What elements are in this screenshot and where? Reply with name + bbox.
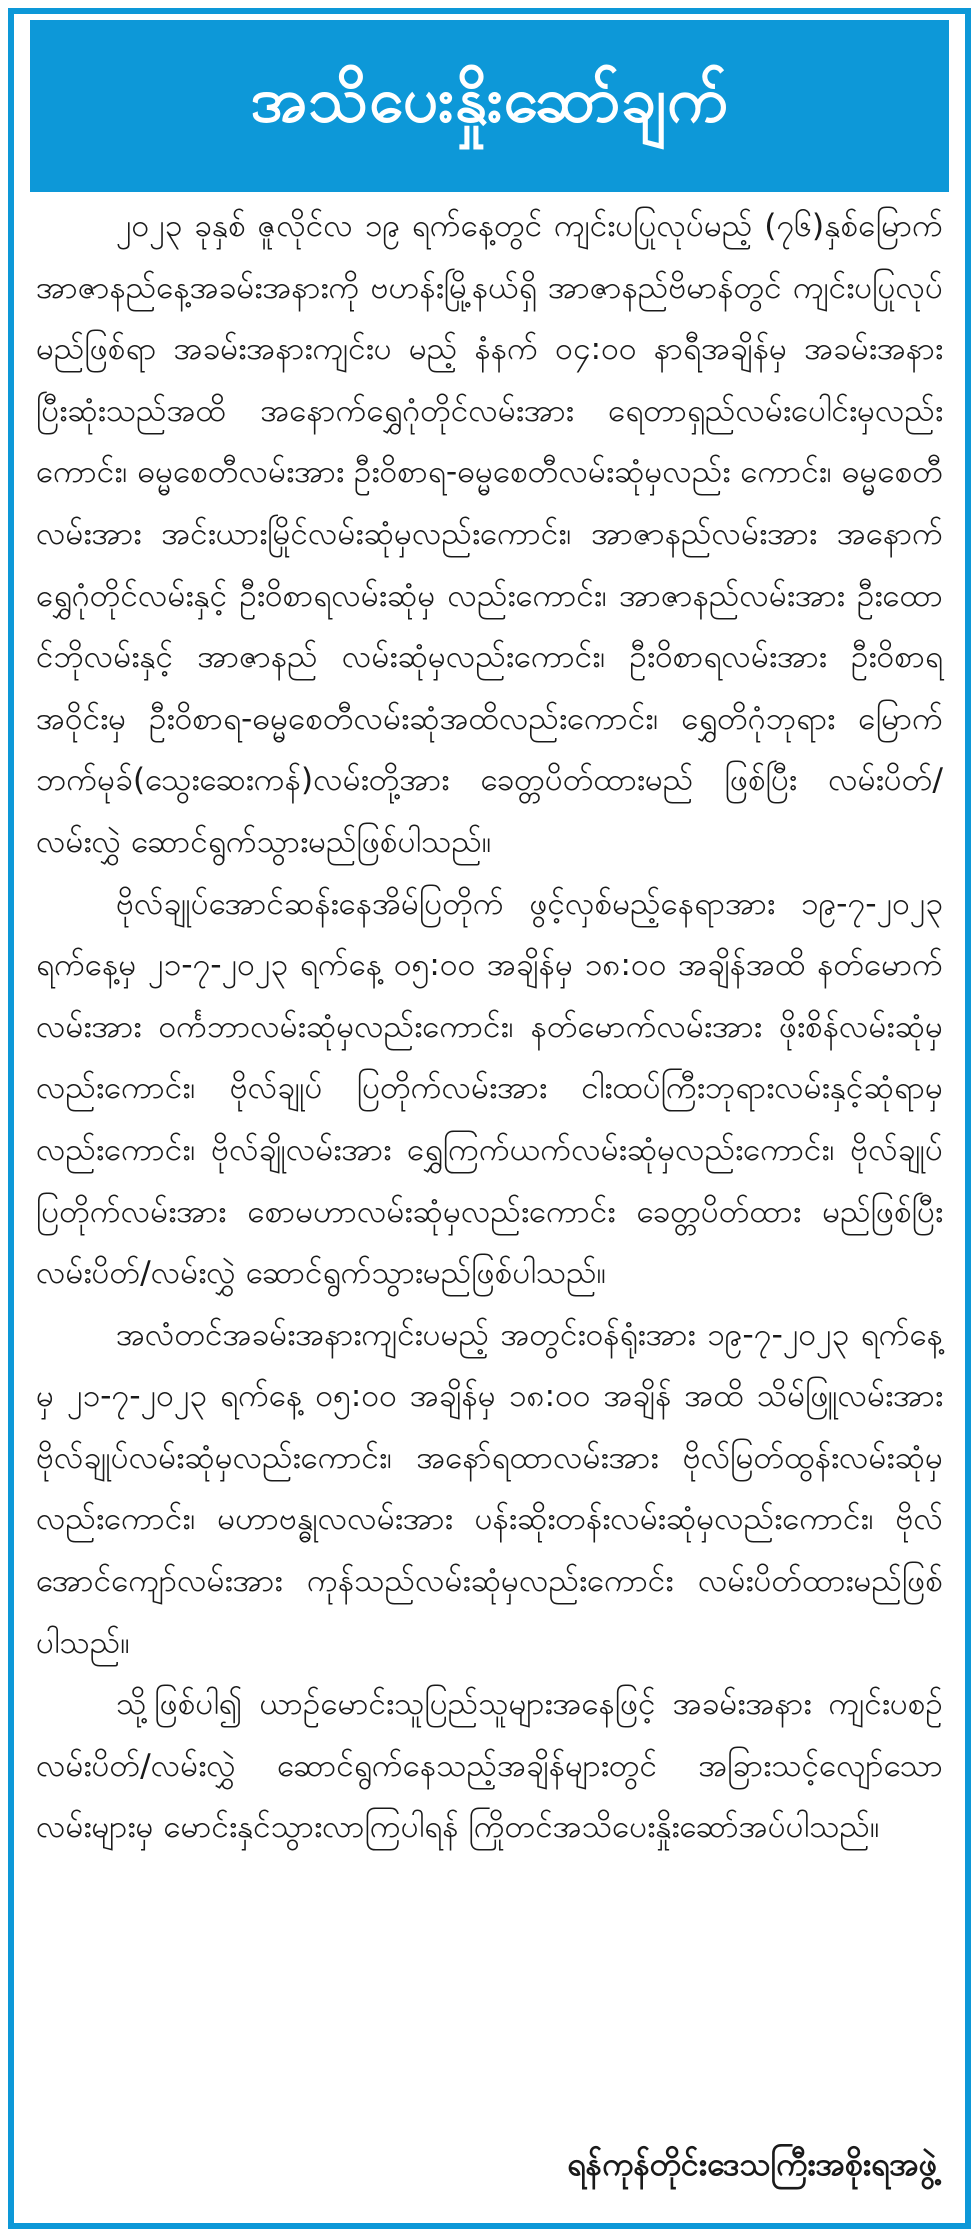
paragraph-road-closures-secretariat: အလံတင်အခမ်းအနားကျင်းပမည့် အတွင်းဝန်ရုံးအား ၁၉-၇-၂၀၂၃ ရက်နေ့မှ ၂၁-၇-၂၀၂၃ ရက်နေ့ ၀၅:၀၀ အချိန်မှ ၁၈:၀၀ အချိန် အထိ သိမ်ဖြူလမ်းအား ဗိုလ်ချုပ်လမ်းဆုံမှလည်းကောင်း၊ အနော်ရထာလမ်းအား ဗိုလ်မြတ်ထွန်းလမ်းဆုံမှလည်းကောင်း၊ မဟာဗန္ဓုလလမ်းအား ပန်းဆိုးတန်းလမ်းဆုံမှလည်းကောင်း၊ ဗိုလ်အောင်ကျော်လမ်းအား ကုန်သည်လမ်းဆုံမှလည်းကောင်း လမ်းပိတ်ထားမည်ဖြစ်ပါသည်။ [36, 1316, 943, 1661]
notice-title: အသိပေးနှိုးဆော်ချက် [250, 62, 729, 136]
notice-body [36, 196, 943, 1859]
issuer-signature: ရန်ကုန်တိုင်းဒေသကြီးအစိုးရအဖွဲ့ [567, 2145, 937, 2183]
paragraph-road-closures-martyrs-mausoleum: ၂၀၂၃ ခုနှစ် ဇူလိုင်လ ၁၉ ရက်နေ့တွင် ကျင်းပပြုလုပ်မည့် (၇၆)နှစ်မြောက် အာဇာနည်နေ့အခမ်းအနားကို ဗဟန်းမြို့နယ်ရှိ အာဇာနည်ဗိမာန်တွင် ကျင်းပပြုလုပ်မည်ဖြစ်ရာ အခမ်းအနားကျင်းပ မည့် နံနက် ၀၄:၀၀ နာရီအချိန်မှ အခမ်းအနားပြီးဆုံးသည်အထိ အနောက်ရွှေဂုံတိုင်လမ်းအား ရေတာရှည်လမ်းပေါင်းမှလည်း ကောင်း၊ ဓမ္မစေတီလမ်းအား ဦးဝိစာရ-ဓမ္မစေတီလမ်းဆုံမှလည်း ကောင်း၊ ဓမ္မစေတီလမ်းအား အင်းယားမြိုင်လမ်းဆုံမှလည်းကောင်း၊ အာဇာနည်လမ်းအား အနောက်ရွှေဂုံတိုင်လမ်းနှင့် ဦးဝိစာရလမ်းဆုံမှ လည်းကောင်း၊ အာဇာနည်လမ်းအား ဦးထောင်ဘိုလမ်းနှင့် အာဇာနည် လမ်းဆုံမှလည်းကောင်း၊ ဦးဝိစာရလမ်းအား ဦးဝိစာရအဝိုင်းမှ ဦးဝိစာရ-ဓမ္မစေတီလမ်းဆုံအထိလည်းကောင်း၊ ရွှေတိဂုံဘုရား မြောက်ဘက်မုခ်(သွေးဆေးကန်)လမ်းတို့အား ခေတ္တပိတ်ထားမည် ဖြစ်ပြီး လမ်းပိတ်/ လမ်းလွှဲ ဆောင်ရွက်သွားမည်ဖြစ်ပါသည်။ [36, 208, 943, 860]
paragraph-road-closures-bogyoke-museum: ဗိုလ်ချုပ်အောင်ဆန်းနေအိမ်ပြတိုက် ဖွင့်လှစ်မည့်နေရာအား ၁၉-၇-၂၀၂၃ ရက်နေ့မှ ၂၁-၇-၂၀၂၃ ရက်နေ့ ၀၅:၀၀ အချိန်မှ ၁၈:၀၀ အချိန်အထိ နတ်မောက်လမ်းအား ဝင်္ကဘာလမ်းဆုံမှလည်းကောင်း၊ နတ်မောက်လမ်းအား ဖိုးစိန်လမ်းဆုံမှလည်းကောင်း၊ ဗိုလ်ချုပ် ပြတိုက်လမ်းအား ငါးထပ်ကြီးဘုရားလမ်းနှင့်ဆုံရာမှလည်းကောင်း၊ ဗိုလ်ချိုလမ်းအား ရွှေကြက်ယက်လမ်းဆုံမှလည်းကောင်း၊ ဗိုလ်ချုပ် ပြတိုက်လမ်းအား စောမဟာလမ်းဆုံမှလည်းကောင်း ခေတ္တပိတ်ထား မည်ဖြစ်ပြီး လမ်းပိတ်/လမ်းလွှဲ ဆောင်ရွက်သွားမည်ဖြစ်ပါသည်။ [36, 885, 943, 1292]
title-banner [30, 20, 949, 192]
paragraph-advisory: သို့ဖြစ်ပါ၍ ယာဉ်မောင်းသူပြည်သူများအနေဖြင့် အခမ်းအနား ကျင်းပစဉ် လမ်းပိတ်/လမ်းလွှဲ ဆောင်ရွက်နေသည့်အချိန်များတွင် အခြားသင့်လျော်သောလမ်းများမှ မောင်းနှင်သွားလာကြပါရန် ကြိုတင်အသိပေးနှိုးဆော်အပ်ပါသည်။ [36, 1686, 943, 1846]
